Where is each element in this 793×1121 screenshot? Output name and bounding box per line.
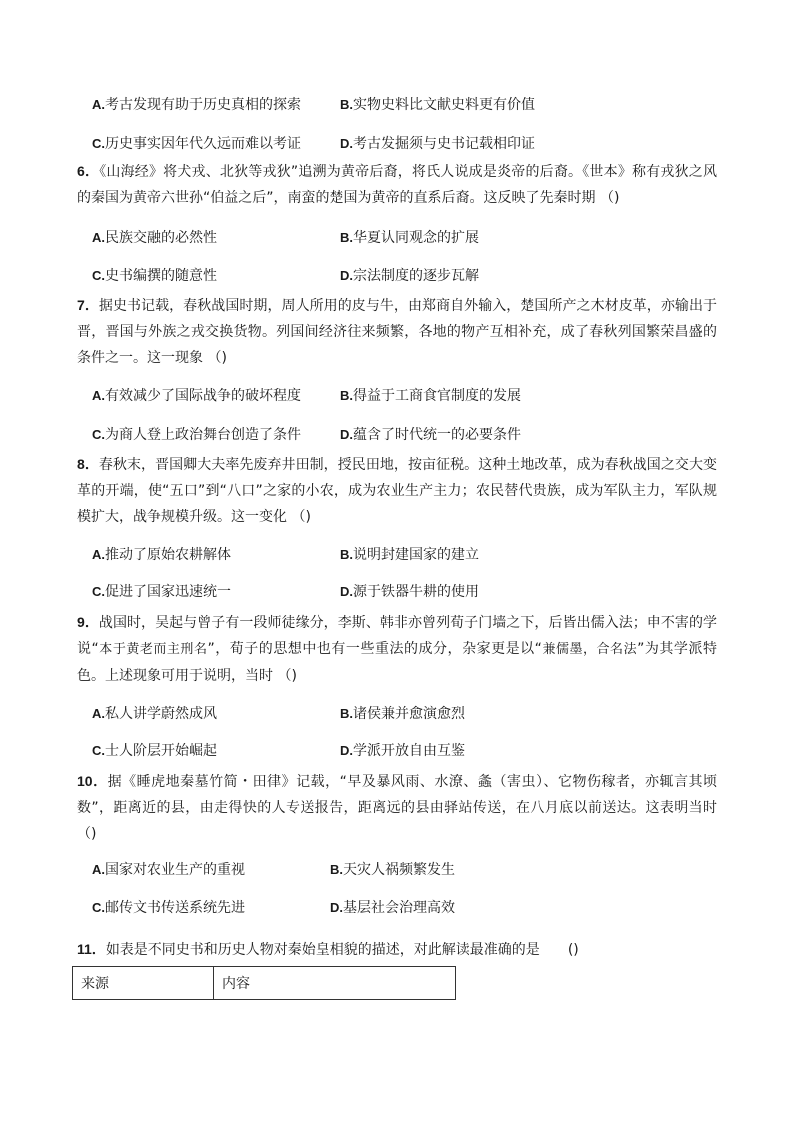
option-text: 源于铁器牛耕的使用	[353, 584, 479, 600]
option-text: 华夏认同观念的扩展	[353, 230, 479, 246]
question-8-stem	[77, 451, 717, 530]
option-text: 说明封建国家的建立	[353, 547, 479, 563]
option-text: 蕴含了时代统一的必要条件	[353, 427, 521, 443]
option-text: 历史事实因年代久远而难以考证	[105, 136, 301, 152]
option-text: 得益于工商食官制度的发展	[353, 388, 521, 404]
option-text: 宗法制度的逐步瓦解	[353, 268, 479, 284]
q7-option-d[interactable]	[340, 425, 521, 445]
option-text: 私人讲学蔚然成风	[105, 706, 217, 722]
option-letter: A.	[92, 862, 105, 877]
option-letter: B.	[340, 97, 353, 112]
option-letter: D.	[340, 427, 353, 442]
q5-option-b[interactable]	[340, 95, 535, 115]
question-text-part-1: 战国时，吴起与曾子有一段师徒缘分，李斯、韩非亦曾列荀子门墙之下，后皆出儒入法；申不害的学说“	[77, 615, 717, 657]
question-number: 6．	[77, 163, 100, 179]
question-6-stem	[77, 158, 717, 211]
q6-option-a[interactable]	[92, 228, 217, 248]
option-text: 考古发掘须与史书记载相印证	[353, 136, 535, 152]
q10-option-d[interactable]	[330, 898, 455, 918]
question-number: 8．	[77, 456, 99, 472]
question-number: 11．	[77, 941, 106, 957]
q10-option-a[interactable]	[92, 860, 245, 880]
option-letter: D.	[330, 900, 343, 915]
option-letter: A.	[92, 547, 105, 562]
option-letter: C.	[92, 900, 105, 915]
question-text: 春秋末，晋国卿大夫率先废弃井田制，授民田地，按亩征税。这种土地改革，成为春秋战国之交大变革的开端，使“五口”到“八口”之家的小农，成为农业生产主力；农民替代贵族，成为军队主力，军队规模扩大，战争规模升级。这一变化 （)	[77, 457, 717, 525]
q6-option-b[interactable]	[340, 228, 479, 248]
option-text: 士人阶层开始崛起	[105, 743, 217, 759]
q5-option-a[interactable]	[92, 95, 301, 115]
option-letter: A.	[92, 706, 105, 721]
q7-option-c[interactable]	[92, 425, 301, 445]
q9-option-b[interactable]	[340, 704, 465, 724]
option-letter: A.	[92, 388, 105, 403]
q10-option-b[interactable]	[330, 860, 455, 880]
option-letter: B.	[340, 706, 353, 721]
option-letter: B.	[340, 547, 353, 562]
option-text: 实物史料比文献史料更有价值	[353, 97, 535, 113]
q5-option-d[interactable]	[340, 134, 535, 154]
q8-option-b[interactable]	[340, 545, 479, 565]
quote-shen-buhai: 本于黄老而主刑名	[98, 642, 208, 657]
q7-option-a[interactable]	[92, 386, 301, 406]
question-number: 10．	[77, 773, 108, 789]
q8-option-c[interactable]	[92, 582, 231, 602]
option-letter: C.	[92, 136, 105, 151]
table-header-source: 来源	[73, 967, 214, 1000]
table-header-content: 内容	[214, 967, 456, 1000]
question-11-stem	[77, 936, 717, 963]
q6-option-c[interactable]	[92, 266, 217, 286]
option-text: 学派开放自由互鉴	[353, 743, 465, 759]
q7-option-b[interactable]	[340, 386, 521, 406]
question-text-part-2: ”，荀子的思想中也有一些重法的成分，杂家更是以“	[207, 641, 542, 657]
option-text: 天灾人祸频繁发生	[343, 862, 455, 878]
question-number: 9．	[77, 614, 99, 630]
option-text: 推动了原始农耕解体	[105, 547, 231, 563]
option-letter: D.	[340, 584, 353, 599]
question-text: 《山海经》将犬戎、北狄等戎狄”追溯为黄帝后裔，将氏人说成是炎帝的后裔。《世本》称有戎狄之风的秦国为黄帝六世孙“伯益之后”，南蛮的楚国为黄帝的直系后裔。这反映了先秦时期 （)	[77, 164, 717, 206]
q8-option-d[interactable]	[340, 582, 479, 602]
option-letter: C.	[92, 268, 105, 283]
option-text: 诸侯兼并愈演愈烈	[353, 706, 465, 722]
option-text: 民族交融的必然性	[105, 230, 217, 246]
option-letter: C.	[92, 584, 105, 599]
option-letter: A.	[92, 230, 105, 245]
option-letter: D.	[340, 743, 353, 758]
option-text: 邮传文书传送系统先进	[105, 900, 245, 916]
table-header-row	[73, 967, 456, 1000]
q9-option-a[interactable]	[92, 704, 217, 724]
question-9-stem	[77, 609, 717, 689]
answer-paren: ()	[567, 942, 579, 958]
option-letter: B.	[340, 388, 353, 403]
q8-option-a[interactable]	[92, 545, 231, 565]
option-text: 国家对农业生产的重视	[105, 862, 245, 878]
option-text: 有效减少了国际战争的破坏程度	[105, 388, 301, 404]
question-text: 据史书记载，春秋战国时期，周人所用的皮与牛，由郑商自外输入，楚国所产之木材皮革，亦输出于晋，晋国与外族之戎交换货物。列国间经济往来频繁，各地的物产互相补充，成了春秋列国繁荣昌盛的条件之一。这一现象 （)	[77, 298, 717, 366]
option-text: 基层社会治理高效	[343, 900, 455, 916]
option-letter: D.	[340, 268, 353, 283]
question-text-part-3: ”为其学派特色。上述现象可用于说明，当时 （)	[77, 641, 717, 684]
question-text: 据《睡虎地秦墓竹简・田律》记载，“早及暴风雨、水潦、螽（害虫）、它物伤稼者，亦辄言其顷数”，距离近的县，由走得快的人专送报告，距离远的县由驿站传送，在八月底以前送达。这表明当时 （)	[77, 774, 717, 842]
option-text: 史书编撰的随意性	[105, 268, 217, 284]
question-7-stem	[77, 292, 717, 371]
q10-option-c[interactable]	[92, 898, 245, 918]
q6-option-d[interactable]	[340, 266, 479, 286]
option-text: 考古发现有助于历史真相的探索	[105, 97, 301, 113]
question-10-stem	[77, 768, 717, 847]
q9-option-d[interactable]	[340, 741, 465, 761]
option-letter: A.	[92, 97, 105, 112]
option-letter: B.	[340, 230, 353, 245]
quote-zajia: 兼儒墨，合名法	[541, 642, 638, 657]
option-text: 促进了国家迅速统一	[105, 584, 231, 600]
question-text: 如表是不同史书和历史人物对秦始皇相貌的描述，对此解读最准确的是	[105, 942, 540, 958]
q11-table	[72, 966, 456, 1000]
q5-option-c[interactable]	[92, 134, 301, 154]
option-text: 为商人登上政治舞台创造了条件	[105, 427, 301, 443]
option-letter: C.	[92, 427, 105, 442]
question-number: 7．	[77, 297, 99, 313]
option-letter: B.	[330, 862, 343, 877]
option-letter: D.	[340, 136, 353, 151]
q9-option-c[interactable]	[92, 741, 217, 761]
option-letter: C.	[92, 743, 105, 758]
